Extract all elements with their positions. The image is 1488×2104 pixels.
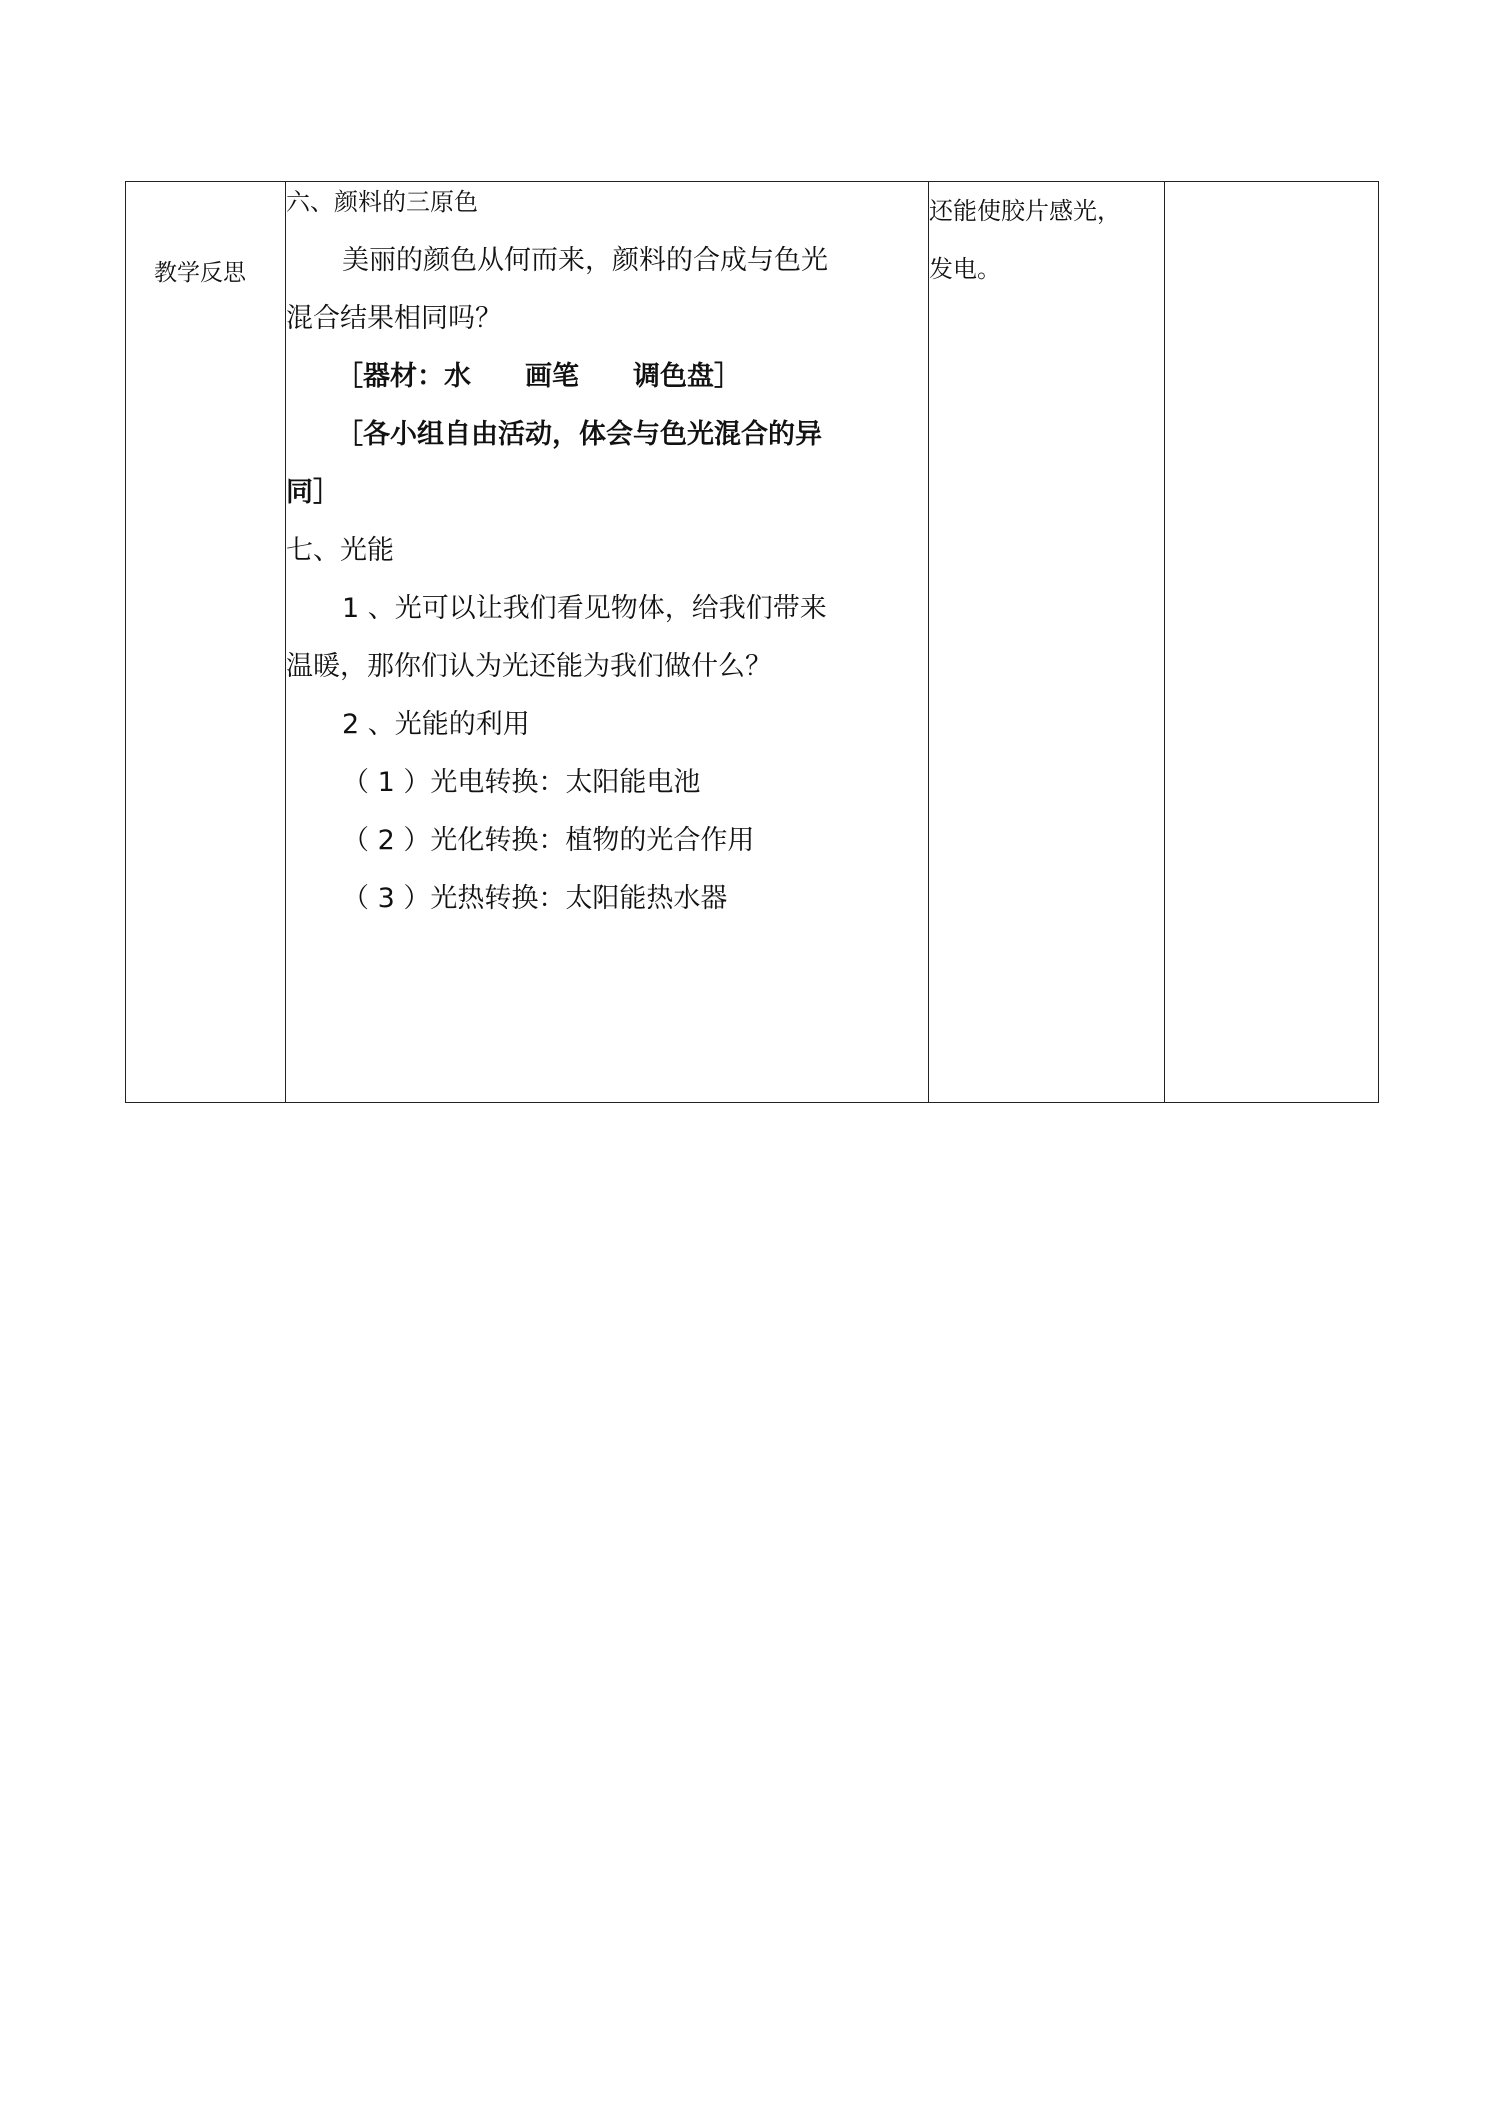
- empty-cell: [1165, 182, 1379, 1103]
- section-heading-pigment: 六、颜料的三原色: [286, 188, 478, 216]
- lesson-plan-table: [125, 181, 1379, 1103]
- label-cell: [126, 182, 286, 1103]
- activity-line: ［各小组自由活动，体会与色光混合的异: [336, 419, 822, 450]
- content-cell: [286, 182, 929, 1103]
- note-line: 发电。: [929, 255, 1001, 283]
- reflection-label: 教学反思: [154, 260, 246, 286]
- content-line: 1 、光可以让我们看见物体，给我们带来: [342, 593, 827, 624]
- notes-cell: [929, 182, 1165, 1103]
- materials-line: ［器材：水 画笔 调色盘］: [336, 361, 741, 392]
- table-row: [126, 182, 1379, 1103]
- content-line: 温暖，那你们认为光还能为我们做什么？: [286, 651, 772, 682]
- content-line: 2 、光能的利用: [342, 709, 530, 740]
- content-line: 混合结果相同吗？: [286, 303, 502, 334]
- list-item: （ 3 ）光热转换：太阳能热水器: [342, 883, 728, 914]
- content-line: 美丽的颜色从何而来，颜料的合成与色光: [342, 245, 828, 276]
- section-heading-light-energy: 七、光能: [286, 535, 394, 566]
- list-item: （ 2 ）光化转换：植物的光合作用: [342, 825, 755, 856]
- activity-line: 同］: [286, 477, 340, 508]
- note-line: 还能使胶片感光，: [929, 197, 1121, 225]
- list-item: （ 1 ）光电转换：太阳能电池: [342, 767, 701, 798]
